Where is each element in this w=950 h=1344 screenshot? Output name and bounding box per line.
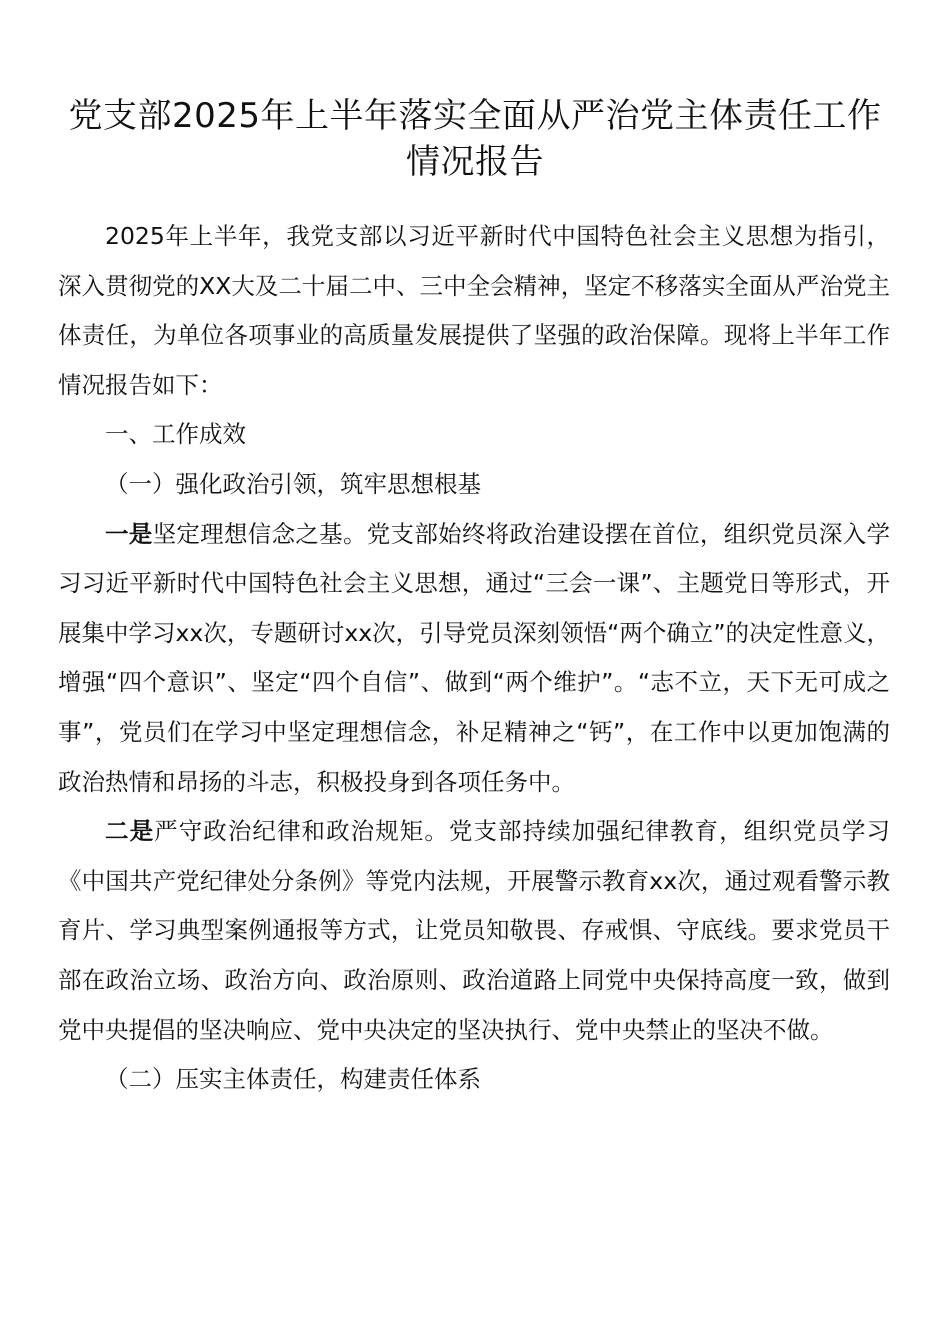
- paragraph-text: 2025年上半年，我党支部以习近平新时代中国特色社会主义思想为指引，深入贯彻党的XX大及二十届二中、三中全会精神，坚定不移落实全面从严治党主体责任，为单位各项事业的高质量发展提供了坚强的政治保障。现将上半年工作情况报告如下：: [58, 222, 890, 399]
- subsection-heading-responsibility: [58, 1055, 890, 1105]
- paragraph-text: 一、工作成效: [105, 420, 246, 449]
- paragraph-point-two: [58, 807, 890, 1055]
- paragraph-intro: [58, 212, 890, 410]
- paragraph-text: 坚定理想信念之基。党支部始终将政治建设摆在首位，组织党员深入学习习近平新时代中国特色社会主义思想，通过“三会一课”、主题党日等形式，开展集中学习xx次，专题研讨xx次，引导党员深刻领悟“两个确立”的决定性意义，增强“四个意识”、坚定“四个自信”、做到“两个维护”。“志不立，天下无可成之事”，党员们在学习中坚定理想信念，补足精神之“钙”，在工作中以更加饱满的政治热情和昂扬的斗志，积极投身到各项任务中。: [58, 519, 890, 796]
- paragraph-point-one: [58, 510, 890, 808]
- paragraph-text: 严守政治纪律和政治规矩。党支部持续加强纪律教育，组织党员学习《中国共产党纪律处分条例》等党内法规，开展警示教育xx次，通过观看警示教育片、学习典型案例通报等方式，让党员知敬畏、存戒惧、守底线。要求党员干部在政治立场、政治方向、政治原则、政治道路上同党中央保持高度一致，做到党中央提倡的坚决响应、党中央决定的坚决执行、党中央禁止的坚决不做。: [58, 817, 891, 1044]
- paragraph-text: （一）强化政治引领，筑牢思想根基: [105, 469, 481, 498]
- subsection-heading-political-guidance: [58, 460, 890, 510]
- section-heading-achievements: [58, 410, 890, 460]
- document-body: [58, 212, 890, 1105]
- paragraph-lead: 一是: [105, 519, 153, 548]
- paragraph-text: （二）压实主体责任，构建责任体系: [105, 1065, 481, 1094]
- paragraph-lead: 二是: [105, 817, 155, 846]
- document-title: 党支部2025年上半年落实全面从严治党主体责任工作情况报告: [68, 95, 882, 182]
